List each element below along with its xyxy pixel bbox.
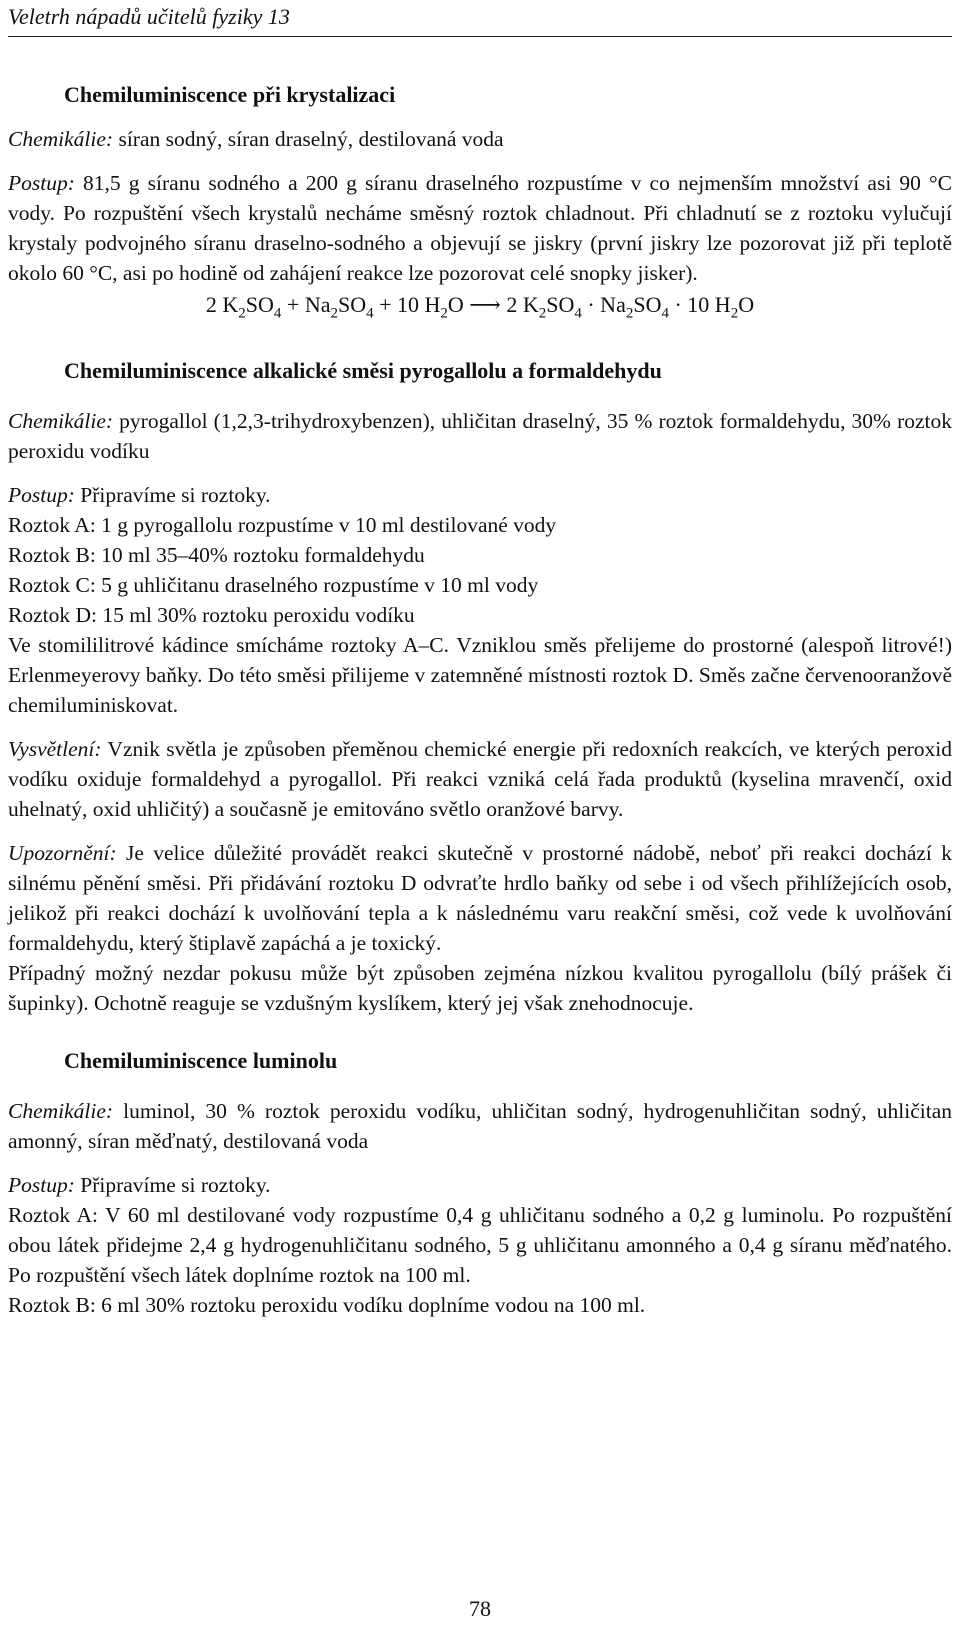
solution-line: Roztok D: 15 ml 30% roztoku peroxidu vodíku (8, 603, 415, 628)
chemicals-paragraph (8, 1096, 952, 1156)
chemicals-text: pyrogallol (1,2,3-trihydroxybenzen), uhličitan draselný, 35 % roztok formaldehydu, 30% roztok peroxidu vodíku (8, 409, 952, 464)
header-title: Veletrh nápadů učitelů fyziky 13 (8, 4, 290, 29)
running-header (8, 2, 952, 37)
section-title-pyrogallol: Chemiluminiscence alkalické směsi pyrogallolu a formaldehydu (64, 358, 662, 384)
procedure-paragraph (8, 480, 952, 510)
solution-line: Roztok B: 6 ml 30% roztoku peroxidu vodíku doplníme vodou na 100 ml. (8, 1293, 646, 1318)
explanation-text: Vznik světla je způsoben přeměnou chemické energie při redoxních reakcích, ve kterých peroxid vodíku oxiduje formaldehyd a pyrogallol. Při reakci vzniká celá řada produktů (kyselina mravenčí, oxid uhelnatý, oxid uhličitý) a současně je emitováno světlo oranžové barvy. (8, 737, 952, 822)
section-title-luminol: Chemiluminiscence luminolu (64, 1048, 338, 1074)
chemicals-label: Chemikálie: (8, 1099, 114, 1124)
procedure-label: Postup: (8, 1173, 75, 1198)
procedure-label: Postup: (8, 171, 75, 195)
warning-text: Je velice důležité provádět reakci skutečně v prostorné nádobě, neboť při reakci dochází k silnému pěnění směsi. Při přidávání roztoku D odvraťte hrdlo baňky od sebe i od všech přihlížejících osob, jelikož při reakci dochází k uvolňování tepla a k následnému varu reakční směsi, což vede k uvolňování formaldehydu, který štiplavě zapáchá a je toxický. (8, 841, 952, 956)
solution-line: Roztok C: 5 g uhličitanu draselného rozpustíme v 10 ml vody (8, 573, 539, 598)
solution-line: Roztok A: V 60 ml destilované vody rozpustíme 0,4 g uhličitanu sodného a 0,2 g luminolu. Po rozpuštění obou látek přidejme 2,4 g hydrogenuhličitanu sodného, 5 g uhličitanu amonného a 0,4 g síranu měďnatého. Po rozpuštění všech látek doplníme roztok na 100 ml. (8, 1203, 952, 1288)
solution-line: Roztok B: 10 ml 35–40% roztoku formaldehydu (8, 543, 425, 568)
note-paragraph: Případný možný nezdar pokusu může být způsoben zejména nízkou kvalitou pyrogallolu (bílý prášek či šupinky). Ochotně reaguje se vzdušným kyslíkem, který jej však znehodnocuje. (8, 961, 952, 1016)
warning-label: Upozornění: (8, 841, 117, 866)
chemicals-text: síran sodný, síran draselný, destilovaná voda (113, 127, 504, 151)
solution-line: Roztok A: 1 g pyrogallolu rozpustíme v 10 ml destilované vody (8, 513, 557, 538)
chemicals-text: luminol, 30 % roztok peroxidu vodíku, uhličitan sodný, hydrogenuhličitan sodný, uhličitan amonný, síran měďnatý, destilovaná voda (8, 1099, 952, 1154)
mixing-paragraph: Ve stomililitrové kádince smícháme roztoky A–C. Vzniklou směs přelijeme do prostorné (alespoň litrové!) Erlenmeyerovy baňky. Do této směsi přilijeme v zatemněné místnosti roztok D. Směs začne červenooranžově chemiluminiskovat. (8, 633, 952, 718)
explanation-label: Vysvětlení: (8, 737, 102, 762)
procedure-paragraph (8, 1170, 952, 1200)
chemicals-paragraph (8, 124, 952, 154)
reaction-equation: 2 $K_2SO_4 + Na_2SO_4 + 10$ $H_2O$ ⟶ 2 $K_2SO_4 \cdot Na_2SO_4 \cdot 10$ $H_2O$ (205, 292, 755, 322)
section-title-krystalizace: Chemiluminiscence při krystalizaci (64, 82, 396, 107)
procedure-paragraph (8, 168, 952, 288)
page-number: 78 (469, 1596, 491, 1621)
chemicals-paragraph (8, 406, 952, 466)
procedure-text: Připravíme si roztoky. (74, 1173, 271, 1198)
page-body (8, 80, 952, 1320)
warning-paragraph (8, 838, 952, 958)
chemicals-label: Chemikálie: (8, 127, 114, 151)
procedure-label: Postup: (8, 483, 75, 508)
procedure-text: 81,5 g síranu sodného a 200 g síranu draselného rozpustíme v co nejmenším množství asi 90 °C vody. Po rozpuštění všech krystalů necháme směsný roztok chladnout. Při chladnutí se z roztoku vylučují krystaly podvojného síranu draselno-sodného a objevují se jiskry (první jiskry lze pozorovat již při teplotě okolo 60 °C, asi po hodině od zahájení reakce lze pozorovat celé snopky jisker). (8, 171, 952, 285)
chemicals-label: Chemikálie: (8, 409, 114, 434)
procedure-text: Připravíme si roztoky. (74, 483, 271, 508)
explanation-paragraph (8, 734, 952, 824)
